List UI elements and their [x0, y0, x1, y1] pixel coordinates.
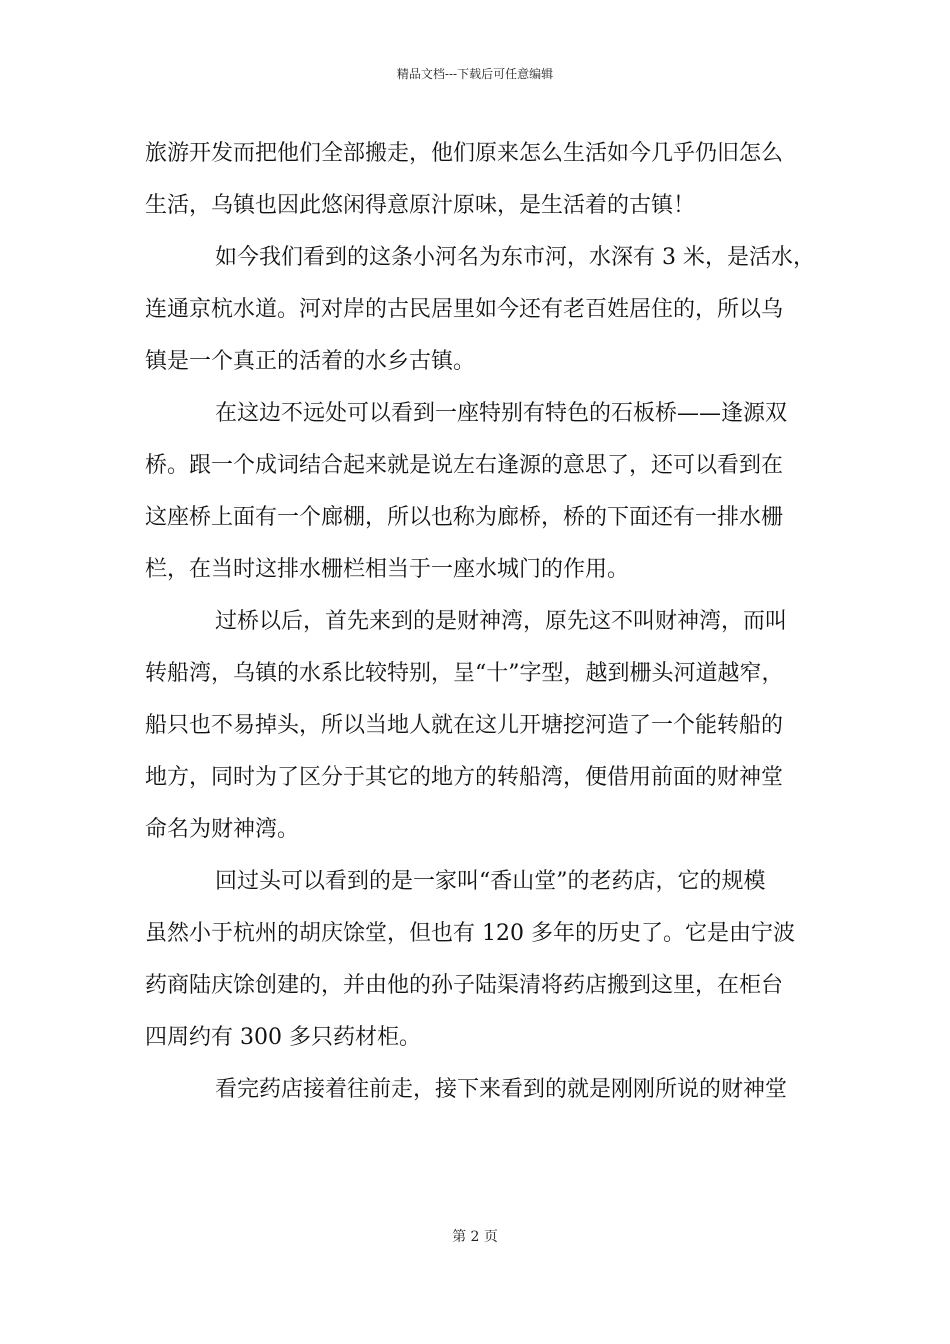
text-line: 这座桥上面有一个廊棚，所以也称为廊桥，桥的下面还有一排水栅	[145, 505, 784, 530]
paragraph-2	[145, 232, 815, 388]
paragraph-1	[145, 128, 810, 232]
paragraph-4	[145, 596, 810, 856]
text-line: 命名为财神湾。	[145, 817, 300, 842]
text-line: 如今我们看到的这条小河名为东市河，水深有 3 米，是活水，	[215, 245, 815, 270]
text-line: 生活，乌镇也因此悠闲得意原汁原味，是生活着的古镇！	[145, 193, 696, 218]
text-line: 虽然小于杭州的胡庆馀堂，但也有 120 多年的历史了。它是由宁波	[145, 921, 795, 946]
text-line: 镇是一个真正的活着的水乡古镇。	[145, 349, 476, 374]
text-line: 桥。跟一个成词结合起来就是说左右逢源的意思了，还可以看到在	[145, 453, 784, 478]
text-line: 在这边不远处可以看到一座特别有特色的石板桥——逢源双	[215, 401, 788, 426]
paragraph-5	[145, 856, 810, 1064]
text-line: 连通京杭水道。河对岸的古民居里如今还有老百姓居住的，所以乌	[145, 297, 784, 322]
page-header: 精品文档---下载后可任意编辑	[396, 67, 554, 81]
text-line: 旅游开发而把他们全部搬走，他们原来怎么生活如今几乎仍旧怎么	[145, 141, 784, 166]
text-line: 地方，同时为了区分于其它的地方的转船湾，便借用前面的财神堂	[145, 765, 784, 790]
paragraph-3	[145, 388, 810, 596]
document-body	[145, 128, 815, 1116]
text-line: 栏，在当时这排水栅栏相当于一座水城门的作用。	[145, 557, 630, 582]
text-line: 转船湾，乌镇的水系比较特别，呈“十”字型，越到栅头河道越窄，	[145, 661, 784, 686]
page-number: 第 2 页	[452, 1229, 498, 1245]
text-line: 四周约有 300 多只药材柜。	[145, 1025, 421, 1050]
text-line: 看完药店接着往前走，接下来看到的就是刚刚所说的财神堂	[215, 1077, 788, 1102]
text-line: 过桥以后，首先来到的是财神湾，原先这不叫财神湾，而叫	[215, 609, 788, 634]
paragraph-6	[145, 1064, 810, 1116]
text-line: 回过头可以看到的是一家叫“香山堂”的老药店，它的规模	[215, 869, 766, 894]
text-line: 船只也不易掉头，所以当地人就在这儿开塘挖河造了一个能转船的	[145, 713, 784, 738]
text-line: 药商陆庆馀创建的，并由他的孙子陆渠清将药店搬到这里，在柜台	[145, 973, 784, 998]
